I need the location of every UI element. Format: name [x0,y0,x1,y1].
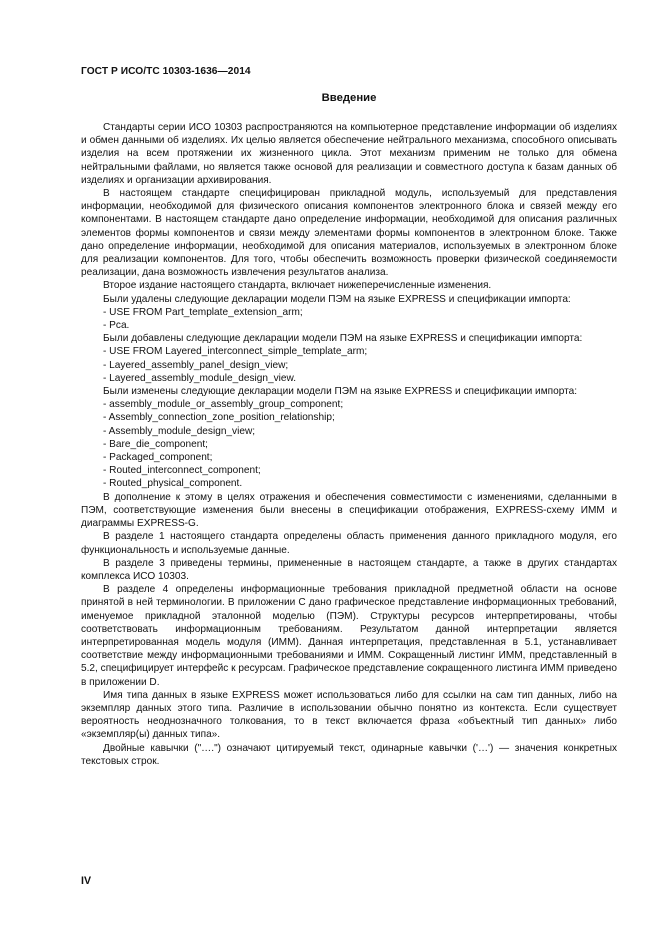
list-item: - Assembly_connection_zone_position_relationship; [103,412,335,424]
standard-code-header: ГОСТ Р ИСО/ТС 10303-1636—2014 [81,66,251,77]
paragraph: Были изменены следующие декларации модели ПЭМ на языке EXPRESS и спецификации импорта: [103,386,578,398]
paragraph: Стандарты серии ИСО 10303 распространяются на компьютерное представление информации об изделиях и обмен данными об изделиях. Их целью является обеспечение нейтрального механизма, способного описывать изделия на всем протяжении их жизненного цикла. Этот механизм применим не только для обмена нейтральными файлами, но является также основой для реализации и совместного доступа к базам данных об изделиях и организации архивирования. [81,122,617,186]
body-text [81,121,617,768]
page-number: IV [81,875,92,887]
paragraph: Были удалены следующие декларации модели ПЭМ на языке EXPRESS и спецификации импорта: [103,293,571,305]
list-item: - Routed_interconnect_component; [103,465,261,477]
paragraph: Двойные кавычки ("….") означают цитируемый текст, одинарные кавычки ('…') — значения конкретных текстовых строк. [81,742,617,767]
section-title: Введение [321,92,377,104]
paragraph: В настоящем стандарте специфицирован прикладной модуль, используемый для представления информации, необходимой для физического описания компонентов электронного блока и связей между его компонентами. В настоящем стандарте дано определение информации, необходимой для описания различных элементов формы компонентов и связи между элементами формы компонентов в электронном блоке. Также дано определение информации, необходимой для описания материалов, используемых в электронном блоке для реализации компонентов. Для того, чтобы обеспечить возможность проверки физической соединяемости реализации, дана возможность извлечения результатов анализа. [81,188,617,279]
paragraph: Были добавлены следующие декларации модели ПЭМ на языке EXPRESS и спецификации импорта: [103,333,583,345]
paragraph: В разделе 4 определены информационные требования прикладной предметной области на основе принятой в ней терминологии. В приложении С дано графическое представление информационных требований, именуемое прикладной эталонной моделью (ПЭМ). Структуры ресурсов интерпретированы, чтобы соответствовать информационным требованиям. Результатом данной интерпретации является интерпретированная модель модуля (ИММ). Данная интерпретация, представленная в 5.1, устанавливает соответствие между информационными требованиями и ИММ. Сокращенный листинг ИММ, представленный в 5.2, специфицирует интерфейс к ресурсам. Графическое представление сокращенного листинга ИММ приведено в приложении D. [81,584,617,688]
list-item: - Layered_assembly_panel_design_view; [103,359,289,371]
list-item: - assembly_module_or_assembly_group_component; [103,399,344,411]
paragraph: В разделе 3 приведены термины, примененные в настоящем стандарте, а также в других стандартах комплекса ИСО 10303. [81,557,617,582]
list-item: - Layered_assembly_module_design_view. [103,372,297,384]
paragraph: В разделе 1 настоящего стандарта определены область применения данного прикладного модуля, его функциональность и используемые данные. [81,531,617,556]
list-item: - Pca. [103,320,130,332]
list-item: - USE FROM Part_template_extension_arm; [103,306,303,318]
list-item: - Packaged_component; [103,452,213,464]
list-item: - Bare_die_component; [103,438,208,450]
paragraph: Второе издание настоящего стандарта, включает нижеперечисленные изменения. [103,280,492,292]
paragraph: В дополнение к этому в целях отражения и обеспечения совместимости с изменениями, сделанными в ПЭМ, соответствующие изменения были внесены в спецификации отображения, EXPRESS-схему ИММ и диаграммы EXPRESS-G. [81,491,617,530]
paragraph: Имя типа данных в языке EXPRESS может использоваться либо для ссылки на сам тип данных, либо на экземпляр данных этого типа. Различие в использовании обычно понятно из контекста. Если существует вероятность неоднозначного толкования, то в текст включается фраза «объектный тип данных» либо «экземпляр(ы) данных типа». [81,689,617,741]
list-item: - Assembly_module_design_view; [103,425,256,437]
list-item: - Routed_physical_component. [103,478,243,490]
list-item: - USE FROM Layered_interconnect_simple_template_arm; [103,346,368,358]
